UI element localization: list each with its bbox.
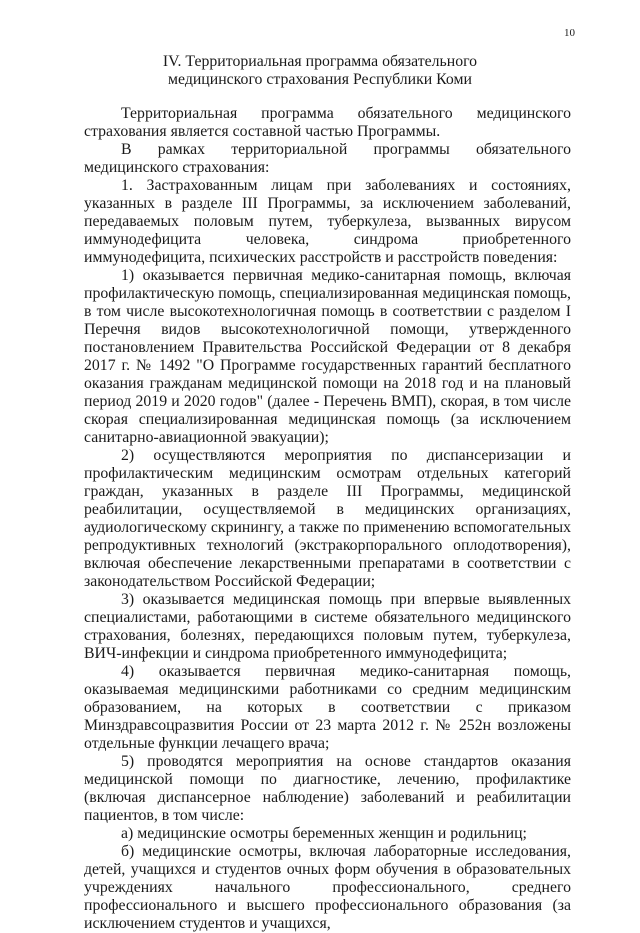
paragraph-subitem-4: 4) оказывается первичная медико-санитарная помощь, оказываемая медицинскими работниками со средним медицинским образованием, на которых в соответствии с приказом Минздравсоцразвития России от 23 марта 2012 г. № 252н возложены отдельные функции лечащего врача; xyxy=(84,663,571,752)
section-heading xyxy=(60,53,580,89)
paragraph-item-1: 1. Застрахованным лицам при заболеваниях и состояниях, указанных в разделе III Программы, за исключением заболеваний, передаваемых половым путем, туберкулеза, вызванных вирусом иммунодефицита человека, синдрома приобретенного иммунодефицита, психических расстройств и расстройств поведения: xyxy=(84,177,571,266)
page-number: 10 xyxy=(564,27,575,39)
paragraph-scope: В рамках территориальной программы обязательного медицинского страхования: xyxy=(84,141,571,176)
paragraph-intro: Территориальная программа обязательного медицинского страхования является составной частью Программы. xyxy=(84,105,571,140)
paragraph-subitem-a: а) медицинские осмотры беременных женщин и родильниц; xyxy=(121,825,527,842)
document-body xyxy=(84,105,571,933)
paragraph-subitem-b: б) медицинские осмотры, включая лабораторные исследования, детей, учащихся и студентов очных форм обучения в образовательных учреждениях начального профессионального, среднего профессионального и высшего профессионального образования (за исключением студентов и учащихся, xyxy=(84,843,571,932)
paragraph-subitem-2: 2) осуществляются мероприятия по диспансеризации и профилактическим медицинским осмотрам отдельных категорий граждан, указанных в разделе III Программы, медицинской реабилитации, осуществляемой в медицинских организациях, аудиологическому скринингу, а также по применению вспомогательных репродуктивных технологий (экстракорпорального оплодотворения), включая обеспечение лекарственными препаратами в соответствии с законодательством Российской Федерации; xyxy=(84,447,571,590)
paragraph-subitem-5: 5) проводятся мероприятия на основе стандартов оказания медицинской помощи по диагностике, лечению, профилактике (включая диспансерное наблюдение) заболеваний и реабилитации пациентов, в том числе: xyxy=(84,753,571,824)
section-heading-line-2: медицинского страхования Республики Коми xyxy=(168,71,472,88)
section-heading-line-1: IV. Территориальная программа обязательного xyxy=(162,53,478,70)
paragraph-subitem-3: 3) оказывается медицинская помощь при впервые выявленных специалистами, работающими в системе обязательного медицинского страхования, болезнях, передающихся половым путем, туберкулеза, ВИЧ-инфекции и синдрома приобретенного иммунодефицита; xyxy=(84,591,571,662)
paragraph-subitem-1: 1) оказывается первичная медико-санитарная помощь, включая профилактическую помощь, специализированная медицинская помощь, в том числе высокотехнологичная помощь в соответствии с разделом I Перечня видов высокотехнологичной помощи, утвержденного постановлением Правительства Российской Федерации от 8 декабря 2017 г. № 1492 "О Программе государственных гарантий бесплатного оказания гражданам медицинской помощи на 2018 год и на плановый период 2019 и 2020 годов" (далее - Перечень ВМП), скорая, в том числе скорая специализированная медицинская помощь (за исключением санитарно-авиационной эвакуации); xyxy=(84,267,571,446)
